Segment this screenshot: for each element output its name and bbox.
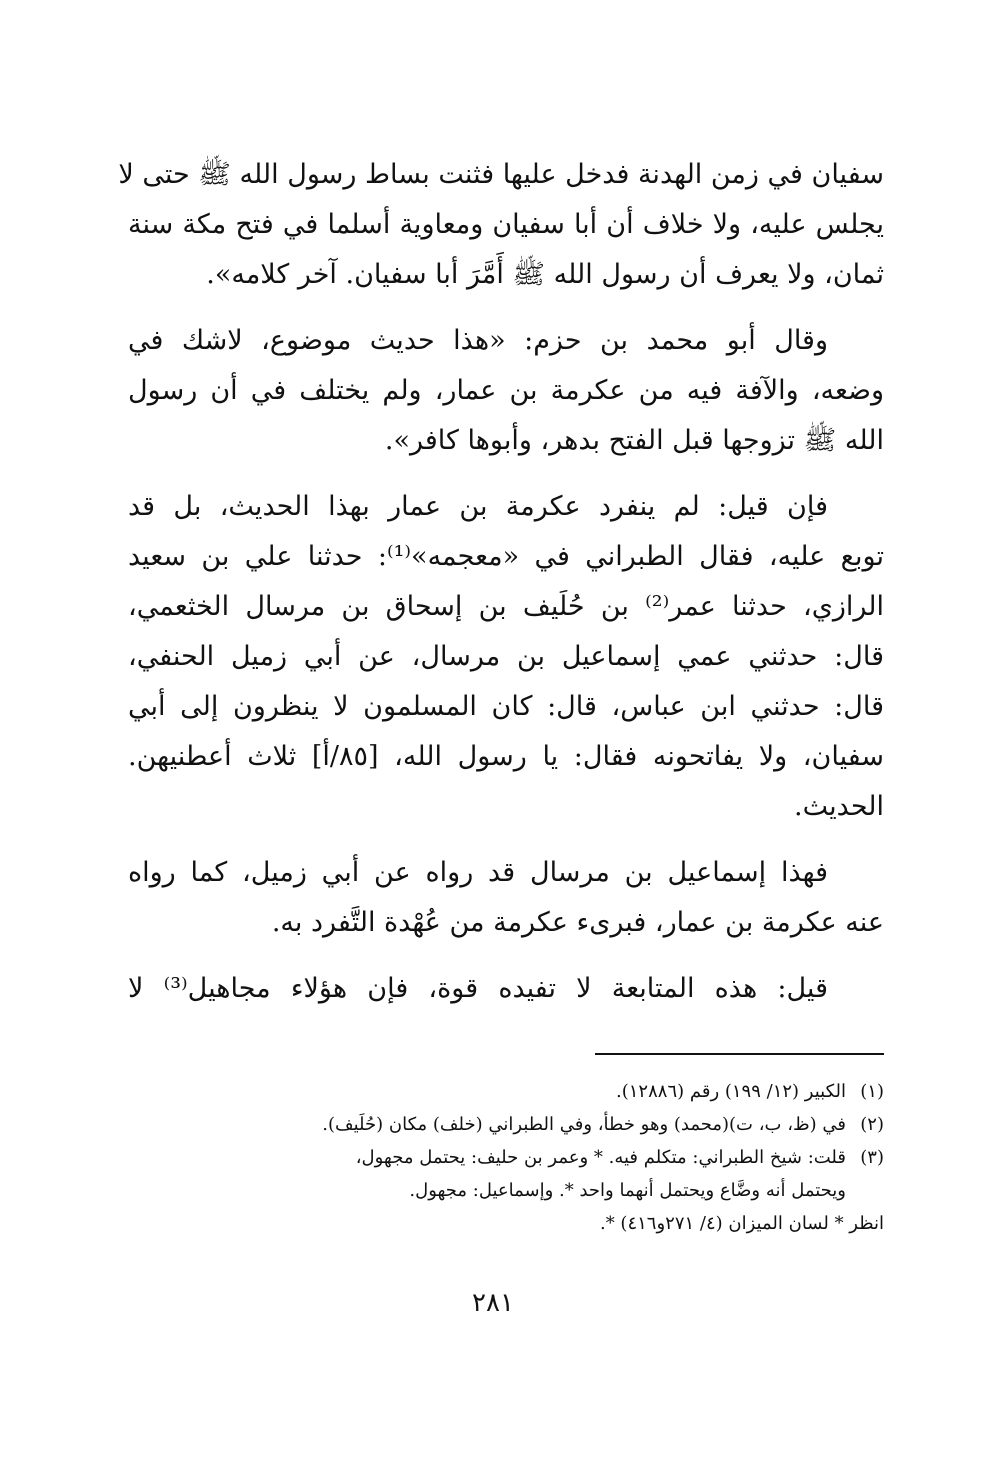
text-line: سفيان، ولا يفاتحونه فقال: يا رسول الله، [٨٥/أ] ثلاث أعطنيهن. [128,741,884,772]
footnote-number: (١) [860,1081,884,1102]
text-line: ثمان، ولا يعرف أن رسول الله ﷺ أَمَّرَ أبا سفيان. آخر كلامه». [206,259,884,290]
footnote-text: ويحتمل أنه وضَّاع ويحتمل أنهما واحد *. وإسماعيل: مجهول. [409,1180,846,1201]
paragraph-5 [128,964,884,1014]
text-line: يجلس عليه، ولا خلاف أن أبا سفيان ومعاوية أسلما في فتح مكة سنة [128,209,884,240]
text-line: قال: حدثني ابن عباس، قال: كان المسلمون لا ينظرون إلى أبي [128,691,884,722]
text-line: فهذا إسماعيل بن مرسال قد رواه عن أبي زميل، كما رواه [128,857,828,888]
paragraph-3 [128,482,884,832]
main-text [118,150,884,1030]
text-line: وضعه، والآفة فيه من عكرمة بن عمار، ولم يختلف في أن رسول [128,375,884,406]
footnote-number: (٣) [860,1147,884,1168]
text-line: سفيان في زمن الهدنة فدخل عليها فثنت بساط رسول الله ﷺ حتى لا [118,159,884,190]
text-line: عنه عكرمة بن عمار، فبرىء عكرمة من عُهْدة التَّفرد به. [271,907,884,938]
paragraph-1 [118,150,884,300]
text-line: الحديث. [794,791,884,822]
paragraph-4 [128,848,884,948]
footnotes [128,1075,884,1240]
footnote-text: انظر * لسان الميزان (٤/ ٢٧١و٤١٦) *. [599,1213,884,1234]
text-line: قال: حدثني عمي إسماعيل بن مرسال، عن أبي زميل الحنفي، [128,641,884,672]
footnote-1 [128,1075,884,1108]
footnote-2 [128,1108,884,1141]
text-line: الله ﷺ تزوجها قبل الفتح بدهر، وأبوها كافر». [384,425,884,456]
page-number: ٢٨١ [472,1288,514,1318]
text-line: توبع عليه، فقال الطبراني في «معجمه»⁽¹⁾: حدثنا علي بن سعيد [128,541,884,572]
footnote-number: (٢) [860,1114,884,1135]
paragraph-2 [128,316,884,466]
text-line: فإن قيل: لم ينفرد عكرمة بن عمار بهذا الحديث، بل قد [128,491,828,522]
footnote-text: الكبير (١٢/ ١٩٩) رقم (١٢٨٨٦). [616,1081,846,1102]
footnote-text: قلت: شيخ الطبراني: متكلم فيه. * وعمر بن حليف: يحتمل مجهول، [355,1147,846,1168]
footnote-separator [595,1053,884,1055]
text-line: الرازي، حدثنا عمر⁽²⁾ بن حُلَيف بن إسحاق بن مرسال الخثعمي، [128,591,884,622]
footnote-text: في (ظ، ب، ت)(محمد) وهو خطأ، وفي الطبراني (خلف) مكان (حُلَيف). [322,1114,846,1135]
text-line: وقال أبو محمد بن حزم: «هذا حديث موضوع، لاشك في [128,325,828,356]
footnote-3 [128,1141,884,1174]
text-line: قيل: هذه المتابعة لا تفيده قوة، فإن هؤلاء مجاهيل⁽³⁾ لا [128,973,828,1004]
